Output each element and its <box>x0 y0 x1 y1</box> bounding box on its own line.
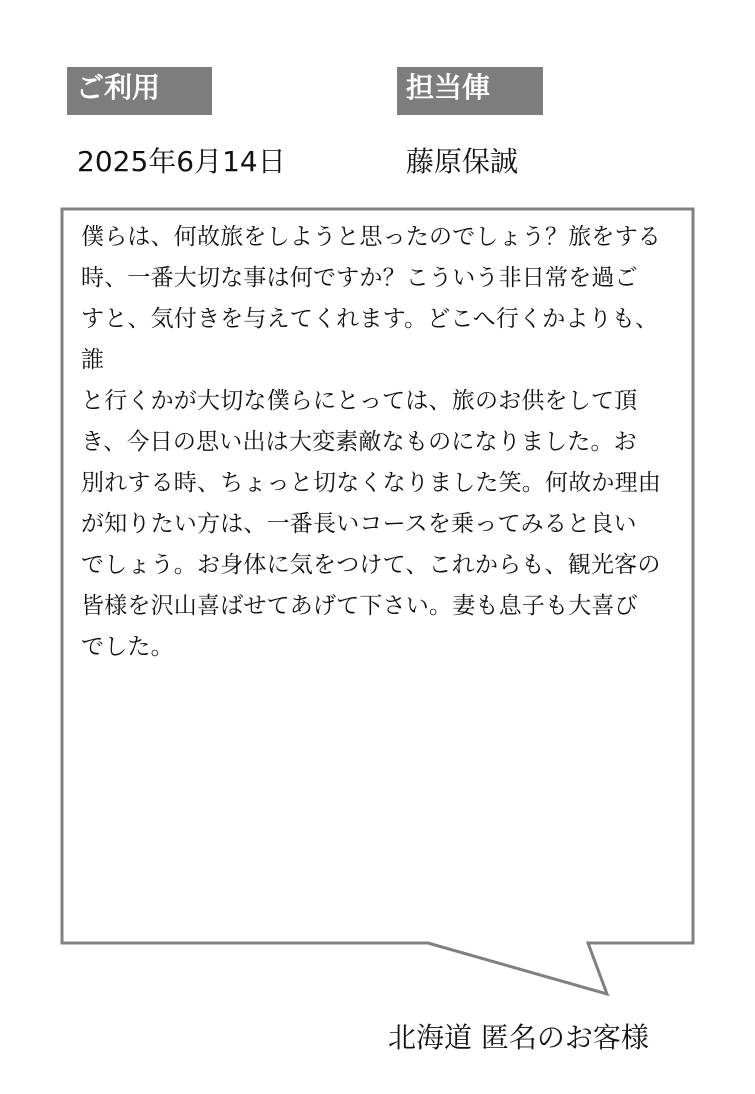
customer-message: 僕らは、何故旅をしようと思ったのでしょう？旅をする 時、一番大切な事は何ですか？こういう非日常を過ご すと、気付きを与えてくれます。どこへ行くかよりも、誰 と行くかが大切な僕らにとっては、旅のお供をして頂 き、今日の思い出は大変素敵なものになりました。お 別れする時、ちょっと切なくなりました笑。何故か理由 が知りたい方は、一番長いコースを乗ってみると良い でしょう。お身体に気をつけて、これからも、観光客の 皆様を沢山喜ばせてあげて下さい。妻も息子も大喜び でした。 <box>81 224 661 660</box>
staff-name-value: 藤原保誠 <box>406 145 519 178</box>
customer-signature: 北海道 匿名のお客様 <box>388 1021 649 1054</box>
usage-date-value: 2025年6月14日 <box>77 145 286 178</box>
usage-date-label-text: ご利用 <box>76 71 161 104</box>
staff-label-text: 担当俥 <box>406 71 491 104</box>
